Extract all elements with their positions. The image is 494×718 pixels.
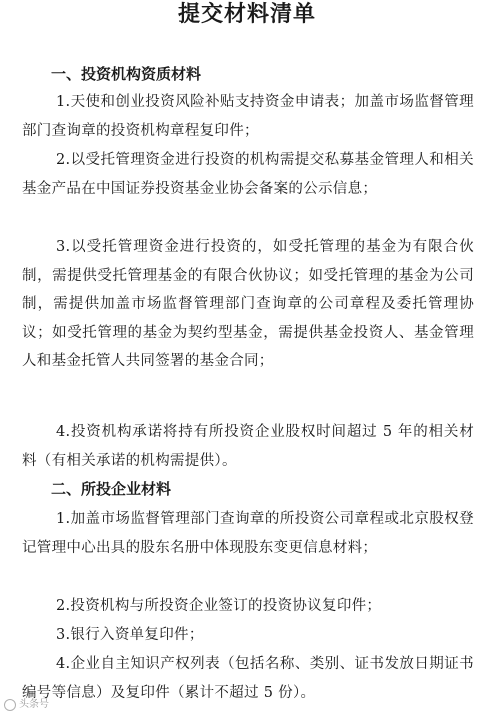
section-1-item-4: 4.投资机构承诺将持有所投资企业股权时间超过 5 年的相关材料（有相关承诺的机构需提供）。 [22, 424, 474, 469]
section-heading-2: 二、所投企业材料 [51, 480, 172, 498]
section-2-item-2: 2.投资机构与所投资企业签订的投资协议复印件； [56, 598, 382, 614]
watermark [4, 698, 49, 712]
watermark-logo-icon [4, 699, 16, 711]
watermark-text: 头条号 [19, 699, 49, 710]
section-1-item-2: 2.以受托管理资金进行投资的机构需提交私募基金管理人和相关基金产品在中国证券投资基金业协会备案的公示信息； [22, 152, 474, 197]
section-2-item-4: 4.企业自主知识产权列表（包括名称、类别、证书发放日期证书编号等信息）及复印件（累计不超过 5 份）。 [22, 656, 474, 701]
page-title: 提交材料清单 [177, 1, 316, 27]
section-2-item-1: 1.加盖市场监督管理部门查询章的所投资公司章程或北京股权登记管理中心出具的股东名册中体现股东变更信息材料； [22, 511, 474, 556]
section-2-item-3: 3.银行入资单复印件； [56, 627, 204, 643]
section-heading-1: 一、投资机构资质材料 [51, 65, 202, 83]
section-1-item-3: 3.以受托管理资金进行投资的，如受托管理的基金为有限合伙制，需提供受托管理基金的有限合伙协议；如受托管理的基金为公司制，需提供加盖市场监督管理部门查询章的公司章程及委托管理协议；如受托管理的基金为契约型基金，需提供基金投资人、基金管理人和基金托管人共同签署的基金合同； [22, 239, 474, 370]
section-1-item-1: 1.天使和创业投资风险补贴支持资金申请表；加盖市场监督管理部门查询章的投资机构章程复印件； [22, 94, 474, 139]
